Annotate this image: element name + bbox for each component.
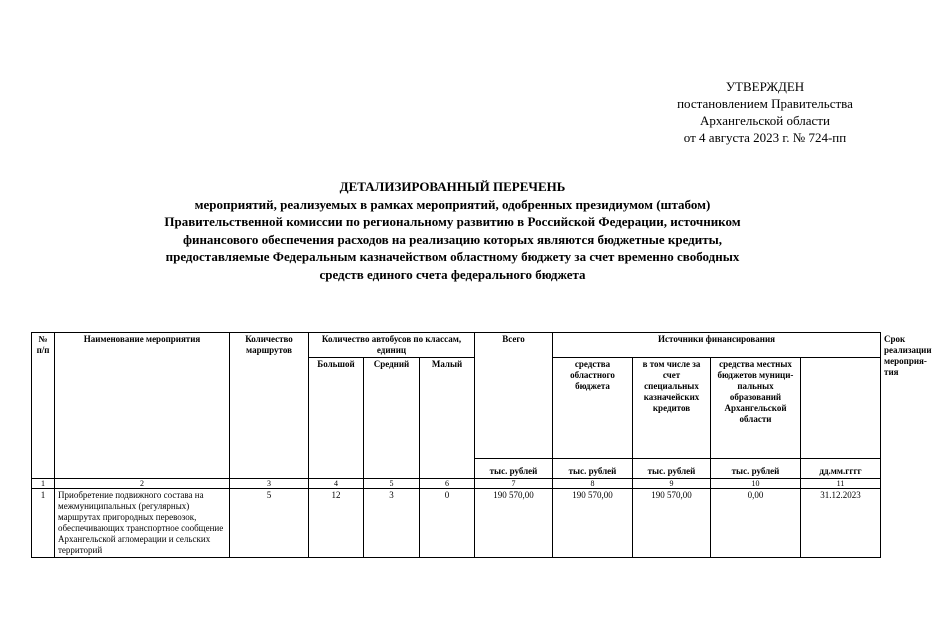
col-number: 1 [32,479,55,489]
header-num: № п/п [32,333,55,479]
header-sources: Источники финансирования [553,333,881,358]
header-regional: средства областного бюджета [553,358,633,459]
col-number: 5 [364,479,420,489]
row-treasury: 190 570,00 [633,489,711,558]
header-name: Наименование мероприятия [55,333,230,479]
header-routes: Количество маршрутов [230,333,309,479]
table-row [32,489,881,558]
unit-treasury: тыс. рублей [633,459,711,479]
row-regional: 190 570,00 [553,489,633,558]
row-small: 0 [420,489,475,558]
header-medium: Средний [364,358,420,479]
document-title [80,178,825,283]
header-treasury: в том числе за счет специальных казначейских кредитов [633,358,711,459]
approval-line: Архангельской области [700,113,830,128]
measures-table: № п/п Наименование мероприятия Количество маршрутов Количество автобусов по классам, единиц Всего Источники финансирования Срок реализации мероприя-тия Большой Средний Малый средства областного бюджета в том числе за счет специальных казначейских кредитов средства местных бюджетов муници-пальных образований Архангельской области тыс. рублей тыс. рублей тыс. рублей тыс. рублей дд.мм.гггг 1 2 3 4 5 6 7 8 9 10 11 1 Приобретение подвижного состава на межмуниципальных (регулярных) маршрутах пригородных перевозок, обеспечивающих транспортное сообщение Архангельской агломерации и сельских территорий 5 12 3 0 190 570,00 190 570,00 190 570,00 0,00 31.12.2023 [31,332,881,558]
col-number: 10 [711,479,801,489]
approval-title: УТВЕРЖДЕН [725,79,805,94]
unit-local: тыс. рублей [711,459,801,479]
col-number: 9 [633,479,711,489]
title-line: средств единого счета федерального бюджета [319,266,586,282]
col-number: 2 [55,479,230,489]
header-large: Большой [309,358,364,479]
col-number: 11 [801,479,881,489]
col-number: 7 [475,479,553,489]
approval-date: от 4 августа 2023 г. № 724-пп [683,130,847,145]
col-number: 3 [230,479,309,489]
title-line: предоставляемые Федеральным казначейством областному бюджету за счет временно свободных [165,249,740,264]
title-heading: ДЕТАЛИЗИРОВАННЫЙ ПЕРЕЧЕНЬ [339,179,566,194]
approval-line: постановлением Правительства [677,96,853,111]
approval-block [640,78,890,146]
row-large: 12 [309,489,364,558]
title-line: финансового обеспечения расходов на реализацию которых являются бюджетные кредиты, [182,231,723,247]
col-number: 4 [309,479,364,489]
row-medium: 3 [364,489,420,558]
title-line: Правительственной комиссии по региональному развитию в Российской Федерации, источником [164,214,741,229]
title-line: мероприятий, реализуемых в рамках мероприятий, одобренных президиумом (штабом) [194,196,711,212]
row-local: 0,00 [711,489,801,558]
header-small: Малый [420,358,475,479]
col-number: 6 [420,479,475,489]
row-routes: 5 [230,489,309,558]
unit-total: тыс. рублей [475,459,553,479]
header-local: средства местных бюджетов муници-пальных образований Архангельской области [711,358,801,459]
row-num: 1 [32,489,55,558]
row-name: Приобретение подвижного состава на межмуниципальных (регулярных) маршрутах пригородных перевозок, обеспечивающих транспортное сообщение Архангельской агломерации и сельских территорий [55,489,230,558]
header-buses: Количество автобусов по классам, единиц [309,333,475,358]
unit-deadline: дд.мм.гггг [801,459,881,479]
header-total: Всего [475,333,553,459]
row-total: 190 570,00 [475,489,553,558]
row-deadline: 31.12.2023 [801,489,881,558]
unit-regional: тыс. рублей [553,459,633,479]
col-number: 8 [553,479,633,489]
